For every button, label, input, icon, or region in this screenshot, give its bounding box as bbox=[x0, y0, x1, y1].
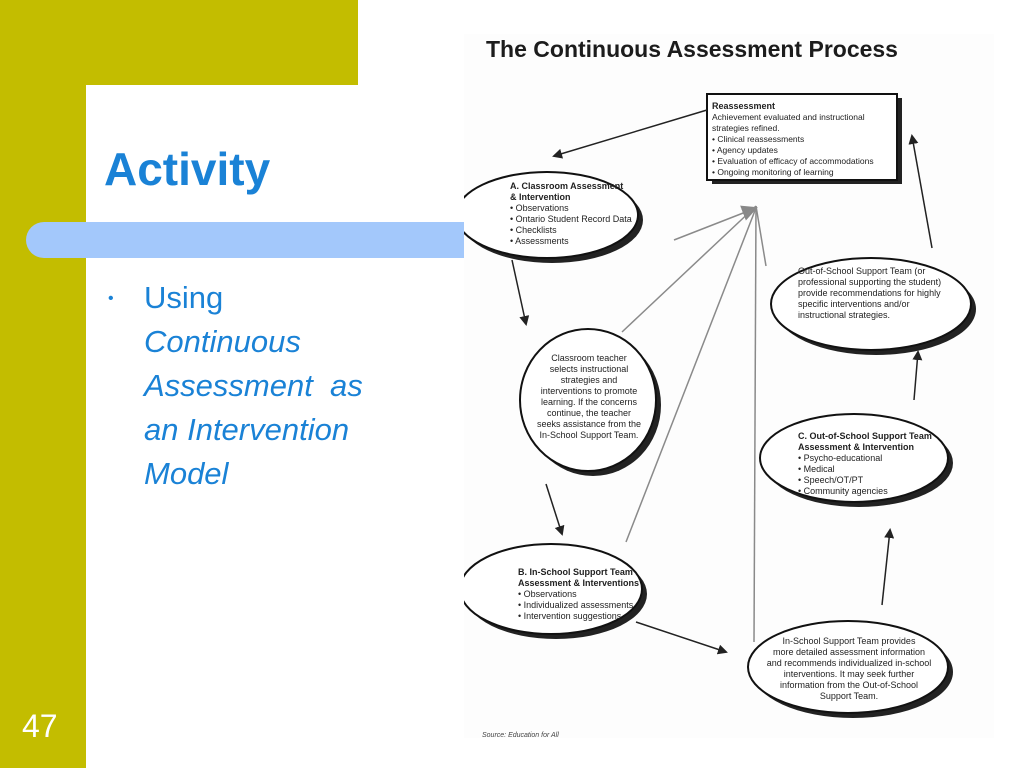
out-school-line: • Medical bbox=[798, 464, 835, 474]
page-number: 47 bbox=[22, 708, 58, 744]
out-school-recommend-line: Out-of-School Support Team (or bbox=[798, 266, 926, 276]
classroom-text bbox=[510, 181, 650, 247]
reassessment-line: • Evaluation of efficacy of accommodations bbox=[712, 156, 874, 166]
left-accent-bar bbox=[0, 0, 86, 768]
teacher-line: strategies and bbox=[560, 375, 618, 385]
reassessment-text bbox=[712, 101, 896, 178]
diagram-title: The Continuous Assessment Process bbox=[486, 36, 898, 62]
bullet-dot-icon: • bbox=[108, 290, 114, 307]
continuous-assessment-diagram bbox=[464, 34, 994, 738]
arrow-to-out-school bbox=[882, 530, 890, 605]
in-school-line: • Observations bbox=[518, 589, 577, 599]
in-school-provides-line: more detailed assessment information bbox=[772, 647, 926, 657]
bullet-item bbox=[144, 276, 444, 496]
out-school-recommend-line: specific interventions and/or bbox=[798, 299, 910, 309]
out-school-recommend-line: provide recommendations for highly bbox=[798, 288, 941, 298]
classroom-line: • Observations bbox=[510, 203, 569, 213]
arrow-to-out-school-recommend bbox=[914, 352, 918, 400]
out-school-recommend-line: instructional strategies. bbox=[798, 310, 891, 320]
teacher-line: In-School Support Team. bbox=[539, 430, 639, 440]
classroom-line: • Assessments bbox=[510, 236, 569, 246]
out-school-text bbox=[798, 431, 948, 497]
bullet-line-1: Continuous bbox=[144, 324, 301, 359]
in-school-heading: Assessment & Interventions bbox=[518, 578, 640, 588]
teacher-line: selects instructional bbox=[549, 364, 629, 374]
classroom-line: • Ontario Student Record Data bbox=[510, 214, 632, 224]
arrow-to-classroom bbox=[554, 110, 707, 156]
teacher-text bbox=[522, 353, 656, 441]
in-school-line: • Individualized assessments bbox=[518, 600, 634, 610]
out-school-line: • Community agencies bbox=[798, 486, 888, 496]
arrow-to-reassessment bbox=[912, 136, 932, 248]
in-school-provides-text bbox=[754, 636, 944, 702]
top-accent-block bbox=[0, 0, 358, 85]
arrow-to-in-school-provides bbox=[636, 622, 726, 652]
reassessment-heading: Reassessment bbox=[712, 101, 776, 111]
arrow-to-in-school bbox=[546, 484, 562, 534]
classroom-heading: A. Classroom Assessment bbox=[510, 181, 624, 191]
arrow-to-teacher bbox=[512, 260, 526, 324]
bullet-line-4: Model bbox=[144, 456, 229, 491]
in-school-provides-line: and recommends individualized in-school bbox=[766, 658, 932, 668]
teacher-line: seeks assistance from the bbox=[536, 419, 642, 429]
in-school-provides-line: In-School Support Team provides bbox=[782, 636, 916, 646]
reassessment-line: • Agency updates bbox=[712, 145, 778, 155]
bullet-line-2: Assessment as bbox=[144, 368, 363, 403]
out-school-heading: Assessment & Intervention bbox=[798, 442, 915, 452]
teacher-line: continue, the teacher bbox=[546, 408, 632, 418]
bullet-prefix: Using bbox=[144, 280, 224, 315]
out-school-recommend-line: professional supporting the student) bbox=[798, 277, 942, 287]
teacher-line: interventions to promote bbox=[540, 386, 638, 396]
in-school-provides-line: interventions. It may seek further bbox=[783, 669, 915, 679]
reassessment-line: • Clinical reassessments bbox=[712, 134, 805, 144]
title-underline-bar bbox=[26, 222, 496, 258]
classroom-line: • Checklists bbox=[510, 225, 557, 235]
out-school-heading: C. Out-of-School Support Team bbox=[798, 431, 932, 441]
in-school-text bbox=[518, 567, 658, 622]
teacher-line: learning. If the concerns bbox=[540, 397, 638, 407]
in-school-provides-line: information from the Out-of-School bbox=[779, 680, 919, 690]
teacher-line: Classroom teacher bbox=[551, 353, 627, 363]
classroom-heading: & Intervention bbox=[510, 192, 571, 202]
in-school-provides-line: Support Team. bbox=[819, 691, 879, 701]
reassessment-line: Achievement evaluated and instructional bbox=[712, 112, 865, 122]
in-school-line: • Intervention suggestions bbox=[518, 611, 622, 621]
diagram-source: Source: Education for All bbox=[482, 732, 559, 739]
out-school-recommend-text bbox=[798, 266, 978, 321]
slide-title: Activity bbox=[104, 143, 271, 195]
reassessment-line: • Ongoing monitoring of learning bbox=[712, 167, 834, 177]
out-school-line: • Speech/OT/PT bbox=[798, 475, 864, 485]
out-school-line: • Psycho-educational bbox=[798, 453, 883, 463]
bullet-line-3: an Intervention bbox=[144, 412, 350, 447]
in-school-heading: B. In-School Support Team bbox=[518, 567, 633, 577]
reassessment-line: strategies refined. bbox=[712, 123, 780, 133]
